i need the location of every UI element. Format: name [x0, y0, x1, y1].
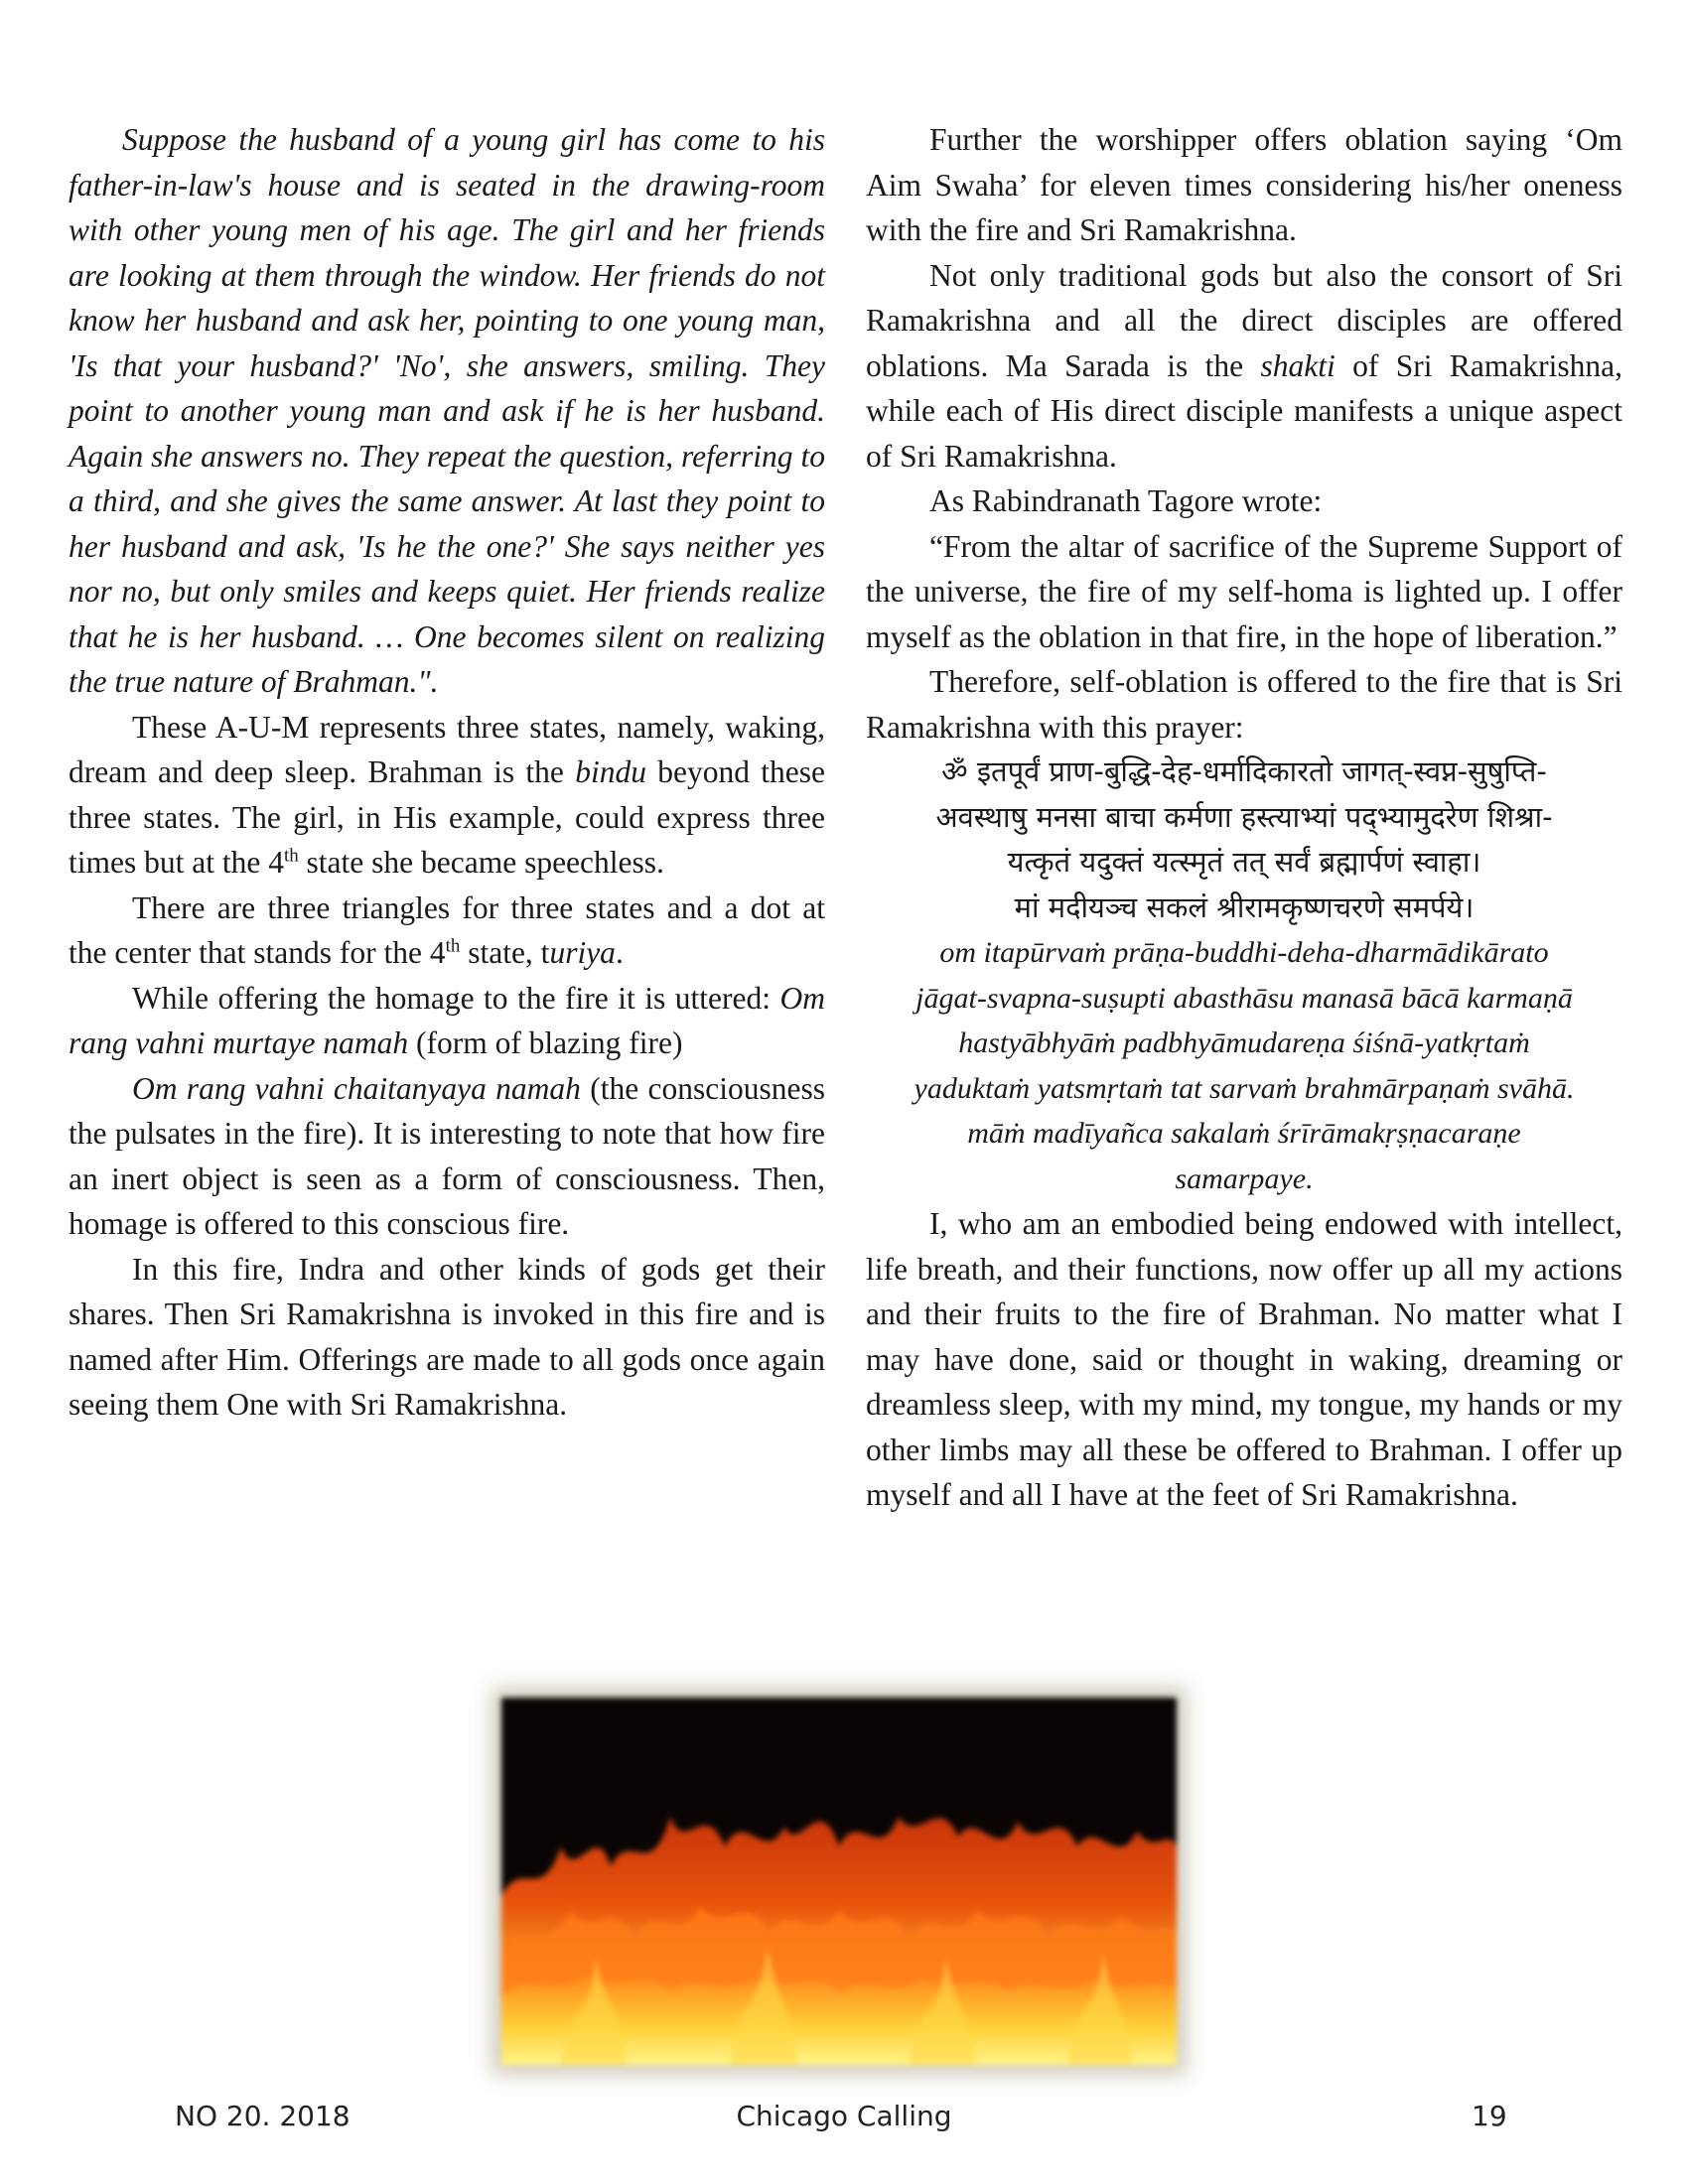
triangles-text-c: . — [615, 935, 624, 970]
transliteration-line: samarpaye. — [1175, 1161, 1314, 1195]
gods-text-a: Not only traditional gods but also the consort of Sri Ramakrishna and all the direct disciples are offered oblations. Ma Sarada is the — [866, 257, 1622, 383]
paragraph-homage — [69, 976, 825, 1066]
transliteration-line: māṁ madīyañca sakalaṁ śrīrāmakṛṣṇacaraṇe — [967, 1117, 1521, 1150]
ordinal-sup: th — [445, 935, 461, 957]
consciousness-text: (the consciousness the pulsates in the fire). It is interesting to note that how fire an inert object is seen as a form of consciousness. Then, homage is offered to this conscious fire. — [69, 1070, 826, 1241]
transliteration-prayer — [866, 930, 1622, 1201]
triangles-text-a: There are three triangles for three states and a dot at the center that stands for the 4 — [69, 889, 825, 970]
aum-text-a: These A-U-M represents three states, namely, waking, dream and deep sleep. Brahman is the — [69, 709, 825, 789]
paragraph-aum — [69, 705, 825, 886]
transliteration-line: jāgat-svapna-suṣupti abasthāsu manasā bācā karmaṇā — [915, 981, 1573, 1015]
paragraph-therefore: Therefore, self-oblation is offered to the fire that is Sri Ramakrishna with this prayer: — [866, 664, 1622, 745]
paragraph-translation: I, who am an embodied being endowed with intellect, life breath, and their functions, now offer up all my actions and their fruits to the fire of Brahman. No matter what I may have done, said or thought in waking, dreaming or dreamless sleep, with my mind, my tongue, my hands or my other limbs may all these be offered to Brahman. I offer up myself and all I have at the feet of Sri Ramakrishna. — [866, 1206, 1622, 1512]
paragraph-indra: In this fire, Indra and other kinds of gods get their shares. Then Sri Ramakrishna is invoked in this fire and is named after Him. Offerings are made to all gods once again seeing them One with Sri Ramakrishna. — [69, 1251, 825, 1422]
paragraph-triangles — [69, 886, 825, 976]
devanagari-line: यत्कृतं यदुक्तं यत्स्मृतं तत् सर्वं ब्रह्मार्पणं स्वाहा। — [1007, 845, 1481, 879]
issue-number: NO 20. 2018 — [175, 2100, 351, 2132]
chaitanyaya-mantra: Om rang vahni chaitanyaya namah — [132, 1070, 581, 1106]
transliteration-line: yaduktaṁ yatsmṛtaṁ tat sarvaṁ brahmārpaṇaṁ svāhā. — [914, 1071, 1575, 1105]
homage-text-a: While offering the homage to the fire it is uttered: — [132, 980, 780, 1016]
paragraph-tagore: As Rabindranath Tagore wrote: — [929, 483, 1323, 518]
paragraph-oblation: Further the worshipper offers oblation saying ‘Om Aim Swaha’ for eleven times considering his/her oneness with the fire and Sri Ramakrishna. — [866, 122, 1622, 247]
transliteration-line: hastyābhyāṁ padbhyāmudareṇa śiśnā-yatkṛtaṁ — [958, 1026, 1530, 1059]
fire-image — [501, 1698, 1177, 2065]
paragraph-consciousness — [69, 1066, 825, 1247]
devanagari-line: मां मदीयञ्च सकलं श्रीरामकृष्णचरणे समर्पये। — [1014, 889, 1475, 924]
left-column — [69, 117, 825, 1428]
triangles-text-b: state, t — [460, 935, 550, 970]
transliteration-line: om itapūrvaṁ prāṇa-buddhi-deha-dharmādikārato — [939, 936, 1549, 969]
murtaye-mantra: Om rang vahni murtaye namah — [69, 980, 825, 1060]
tagore-quote: “From the altar of sacrifice of the Supreme Support of the universe, the fire of my self-homa is lighted up. I offer myself as the oblation in that fire, in the hope of liberation.” — [866, 528, 1622, 654]
gods-text-b: of Sri Ramakrishna, while each of His direct disciple manifests a unique aspect of Sri Ramakrishna. — [866, 347, 1622, 474]
homage-text-b: (form of blazing fire) — [408, 1025, 683, 1060]
bindu-term: bindu — [575, 754, 646, 789]
ramakrishna-quote: Suppose the husband of a young girl has come to his father-in-law's house and is seated in the drawing-room with other young men of his age. The girl and her friends are looking at them through the window. Her friends do not know her husband and ask her, pointing to one young man, 'Is that your husband?' 'No', she answers, smiling. They point to another young man and ask if he is her husband. Again she answers no. They repeat the question, referring to a third, and she gives the same answer. At last they point to her husband and ask, 'Is he the one?' She says neither yes nor no, but only smiles and keeps quiet. Her friends realize that he is her husband. … One becomes silent on realizing the true nature of Brahman.". — [69, 122, 825, 699]
turiya-term: uriya — [549, 935, 616, 970]
aum-text-b: beyond these three states. The girl, in His example, could express three times but at the 4 — [69, 754, 825, 880]
devanagari-line: ॐ इतपूर्वं प्राण-बुद्धि-देह-धर्मादिकारतो जागत्-स्वप्न-सुषुप्ति- — [941, 754, 1547, 788]
page-number: 19 — [1472, 2100, 1507, 2132]
shakti-term: shakti — [1260, 347, 1336, 383]
paragraph-gods — [866, 253, 1622, 479]
ordinal-sup: th — [283, 845, 299, 867]
aum-text-c: state she became speechless. — [298, 845, 664, 880]
devanagari-line: अवस्थाषु मनसा बाचा कर्मणा हस्त्याभ्यां पद्भ्यामुदरेण शिश्रा- — [935, 799, 1553, 834]
publication-name: Chicago Calling — [736, 2100, 952, 2132]
right-column — [866, 117, 1622, 1518]
devanagari-prayer — [866, 750, 1622, 930]
